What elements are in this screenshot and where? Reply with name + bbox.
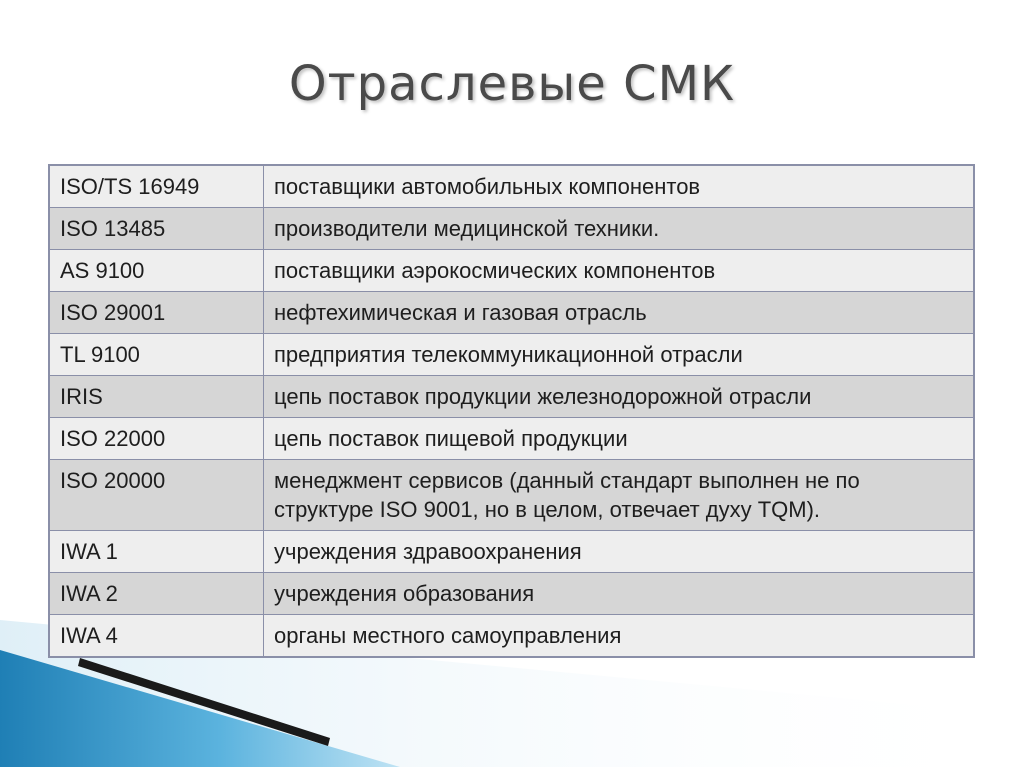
slide-title: Отраслевые СМК bbox=[288, 56, 736, 112]
standard-description: поставщики аэрокосмических компонентов bbox=[264, 250, 975, 292]
standard-description: производители медицинской техники. bbox=[264, 208, 975, 250]
standard-code: IWA 4 bbox=[49, 615, 264, 658]
standard-description: цепь поставок продукции железнодорожной отрасли bbox=[264, 376, 975, 418]
table-row bbox=[49, 573, 974, 615]
table-row bbox=[49, 250, 974, 292]
table-row bbox=[49, 208, 974, 250]
table-row bbox=[49, 615, 974, 658]
standard-code: ISO 22000 bbox=[49, 418, 264, 460]
standard-code: ISO 20000 bbox=[49, 460, 264, 531]
table-row bbox=[49, 418, 974, 460]
standard-code: ISO 13485 bbox=[49, 208, 264, 250]
standard-code: AS 9100 bbox=[49, 250, 264, 292]
standard-code: ISO 29001 bbox=[49, 292, 264, 334]
standard-description: учреждения образования bbox=[264, 573, 975, 615]
standard-code: TL 9100 bbox=[49, 334, 264, 376]
table-row bbox=[49, 460, 974, 531]
standard-description: цепь поставок пищевой продукции bbox=[264, 418, 975, 460]
table-row bbox=[49, 334, 974, 376]
table-row bbox=[49, 292, 974, 334]
standard-code: IWA 1 bbox=[49, 531, 264, 573]
standard-description: предприятия телекоммуникационной отрасли bbox=[264, 334, 975, 376]
standard-code: IWA 2 bbox=[49, 573, 264, 615]
standard-description: менеджмент сервисов (данный стандарт выполнен не по структуре ISO 9001, но в целом, отвечает духу TQM). bbox=[264, 460, 975, 531]
table-row bbox=[49, 165, 974, 208]
table-row bbox=[49, 376, 974, 418]
standards-table bbox=[48, 164, 975, 658]
table-row bbox=[49, 531, 974, 573]
standard-code: ISO/TS 16949 bbox=[49, 165, 264, 208]
standard-description: органы местного самоуправления bbox=[264, 615, 975, 658]
standard-code: IRIS bbox=[49, 376, 264, 418]
standard-description: учреждения здравоохранения bbox=[264, 531, 975, 573]
standard-description: нефтехимическая и газовая отрасль bbox=[264, 292, 975, 334]
standard-description: поставщики автомобильных компонентов bbox=[264, 165, 975, 208]
